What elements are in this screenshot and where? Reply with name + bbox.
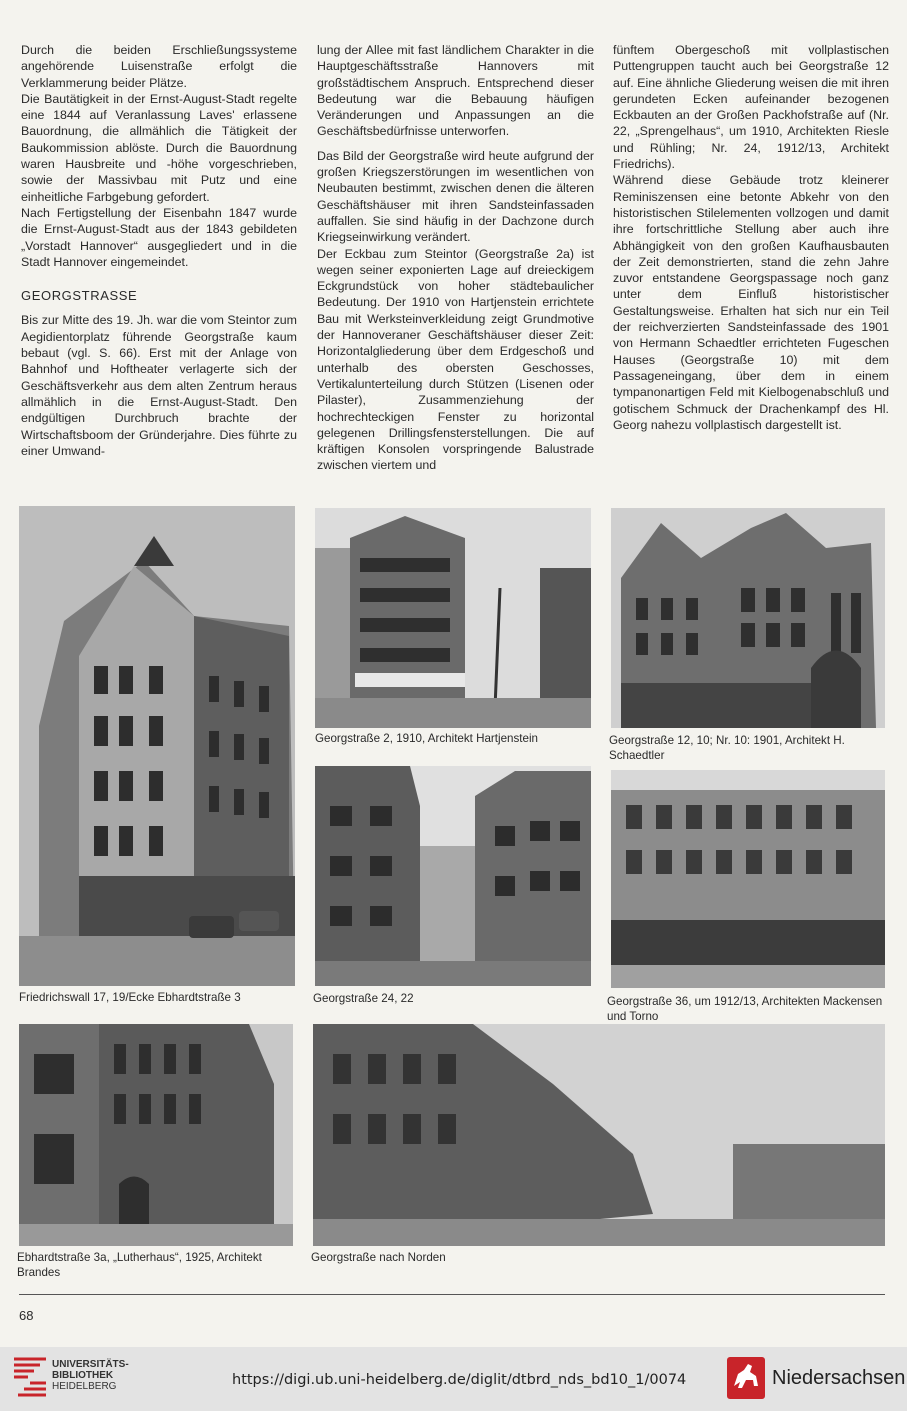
caption-georgstrasse-24-22: Georgstraße 24, 22 [313, 992, 414, 1005]
paragraph: lung der Allee mit fast ländlichem Charakter in die Hauptgeschäftsstraße Hannovers mit großstädtischem Anspruch. Entsprechend dieser Bedeutung war die Bebauung häufigen Veränderungen und Anpassungen an die Geschäftsbedürfnisse unterworfen. [317, 43, 594, 139]
page-number: 68 [19, 1308, 34, 1323]
caption-georgstrasse-36: Georgstraße 36, um 1912/13, Architekten Mackensen und Torno [607, 995, 883, 1023]
photo-georgstrasse-2 [315, 508, 591, 728]
lower-saxony-label: Niedersachsen [772, 1367, 906, 1389]
photo-friedrichswall [19, 506, 295, 986]
text-column-2 [317, 42, 594, 474]
university-library-name: UNIVERSITÄTS- BIBLIOTHEK HEIDELBERG [52, 1359, 129, 1392]
paragraph: Das Bild der Georgstraße wird heute aufgrund der großen Kriegszerstörungen im wesentlichen von Neubauten bestimmt, zwischen denen die älteren Geschäftshäuser mit ihren Sandsteinfassaden auffallen. Sie sind häufig in der Dachzone durch Kriegseinwirkung verändert. [317, 148, 594, 245]
paragraph: Bis zur Mitte des 19. Jh. war die vom Steintor zum Aegidientorplatz führende Georgstraße kaum bebaut (vgl. S. 66). Erst mit der Anlage von Bahnhof und Hoftheater verlagerte sich der Geschäftsverkehr aus dem alten Zentrum heraus allmählich in die Ernst-August-Stadt. Den endgültigen Durchbruch brachte der Wirtschaftsboom der Gründerjahre. Dies führte zu einer Umwand- [21, 313, 297, 458]
caption-georgstrasse-12-10: Georgstraße 12, 10; Nr. 10: 1901, Architekt H. Schaedtler [609, 734, 845, 762]
source-url[interactable]: https://digi.ub.uni-heidelberg.de/diglit/dtbrd_nds_bd10_1/0074 [232, 1372, 687, 1388]
photo-ebhardtstrasse [19, 1024, 293, 1246]
photo-georgstrasse-12-10 [611, 508, 885, 728]
photo-georgstrasse-nord [313, 1024, 885, 1246]
paragraph: Während diese Gebäude trotz kleinerer Reminiszensen eine betonte Abkehr von den historistischen Stilelementen vollzogen und damit ihre fortschrittliche Stellung aber auch ihre Abhängigkeit von den großen Kaufhausbauten der Zeit demonstrierten, stand die zehn Jahre zuvor entstandene Georgspassage noch ganz unter dem Einfluß historistischer Gestaltungsweise. Erhalten hat sich nur ein Teil der reichverzierten Sandsteinfassade des 1901 von Hermann Schaedtler errichteten Fugeschen Hauses (Georgstraße 10) mit dem Passageneingang, über dem in einem tympanonartigen Feld mit Kielbogenabschluß und gotischem Schmuck der Drachenkampf des Hl. Georg nahezu vollplastisch dargestellt ist. [613, 173, 889, 432]
caption-friedrichswall: Friedrichswall 17, 19/Ecke Ebhardtstraße 3 [19, 991, 241, 1004]
digitization-footer [0, 1347, 907, 1411]
lower-saxony-horse-icon [726, 1356, 766, 1400]
paragraph: Die Bautätigkeit in der Ernst-August-Stadt regelte eine 1844 auf Veranlassung Laves' erlassene Bauordnung, die allmählich die Tätigkeit der Baukommission ablöste. Durch die Bauordnung waren Hausbreite und -höhe vorgeschrieben, sowie der Massivbau mit Putz und eine einheitliche Farbgebung gefordert. [21, 91, 297, 204]
paragraph: fünftem Obergeschoß mit vollplastischen Puttengruppen taucht auch bei Georgstraße 12 auf. Eine ähnliche Gliederung weisen die mit ihren gerundeten Ecken aufeinander bezogenen Eckbauten an der Großen Packhofstraße auf (Nr. 22, „Sprengelhaus“, um 1910, Architekten Riesle und Rühling; Nr. 24, 1912/13, Architekt Friedrichs). [613, 43, 889, 172]
text-column-1 [21, 42, 297, 459]
section-heading: GEORGSTRASSE [21, 288, 138, 304]
photo-georgstrasse-36 [611, 770, 885, 988]
paragraph: Nach Fertigstellung der Eisenbahn 1847 wurde die Ernst-August-Stadt aus der 1843 gebildeten „Vorstadt Hannover“ ausgegliedert und in die Stadt Hannover eingemeindet. [21, 205, 297, 269]
caption-georgstrasse-nord: Georgstraße nach Norden [311, 1251, 446, 1264]
paragraph: Durch die beiden Erschließungssysteme angehörende Luisenstraße erfolgt die Verklammerung beider Plätze. [21, 43, 297, 90]
university-library-logo-icon [10, 1355, 50, 1400]
text-column-3 [613, 42, 889, 433]
photo-georgstrasse-24-22 [315, 766, 591, 986]
footer-rule [19, 1294, 885, 1295]
caption-ebhardtstrasse: Ebhardtstraße 3a, „Lutherhaus“, 1925, Architekt Brandes [17, 1251, 262, 1279]
caption-georgstrasse-2: Georgstraße 2, 1910, Architekt Hartjenstein [315, 732, 538, 745]
paragraph: Der Eckbau zum Steintor (Georgstraße 2a) ist wegen seiner exponierten Lage auf dreieckigem Eckgrundstück von hoher städtebaulicher Bedeutung. Der 1910 von Hartjenstein errichtete Bau mit Werksteinverkleidung zeigt Grundmotive der Hannoveraner Geschäftshäuser dieser Zeit: Horizontalgliederung über dem Erdgeschoß und unterhalb des obersten Geschosses, Vertikalunterteilung durch Stützen (Lisenen oder Pilaster), Zusammenziehung der hochrechteckigen Fenster zu horizontal gelegenen Drillingsfensterstellungen. Die auf kräftigen Konsolen vorspringende Balustrade zwischen viertem und [317, 246, 594, 473]
